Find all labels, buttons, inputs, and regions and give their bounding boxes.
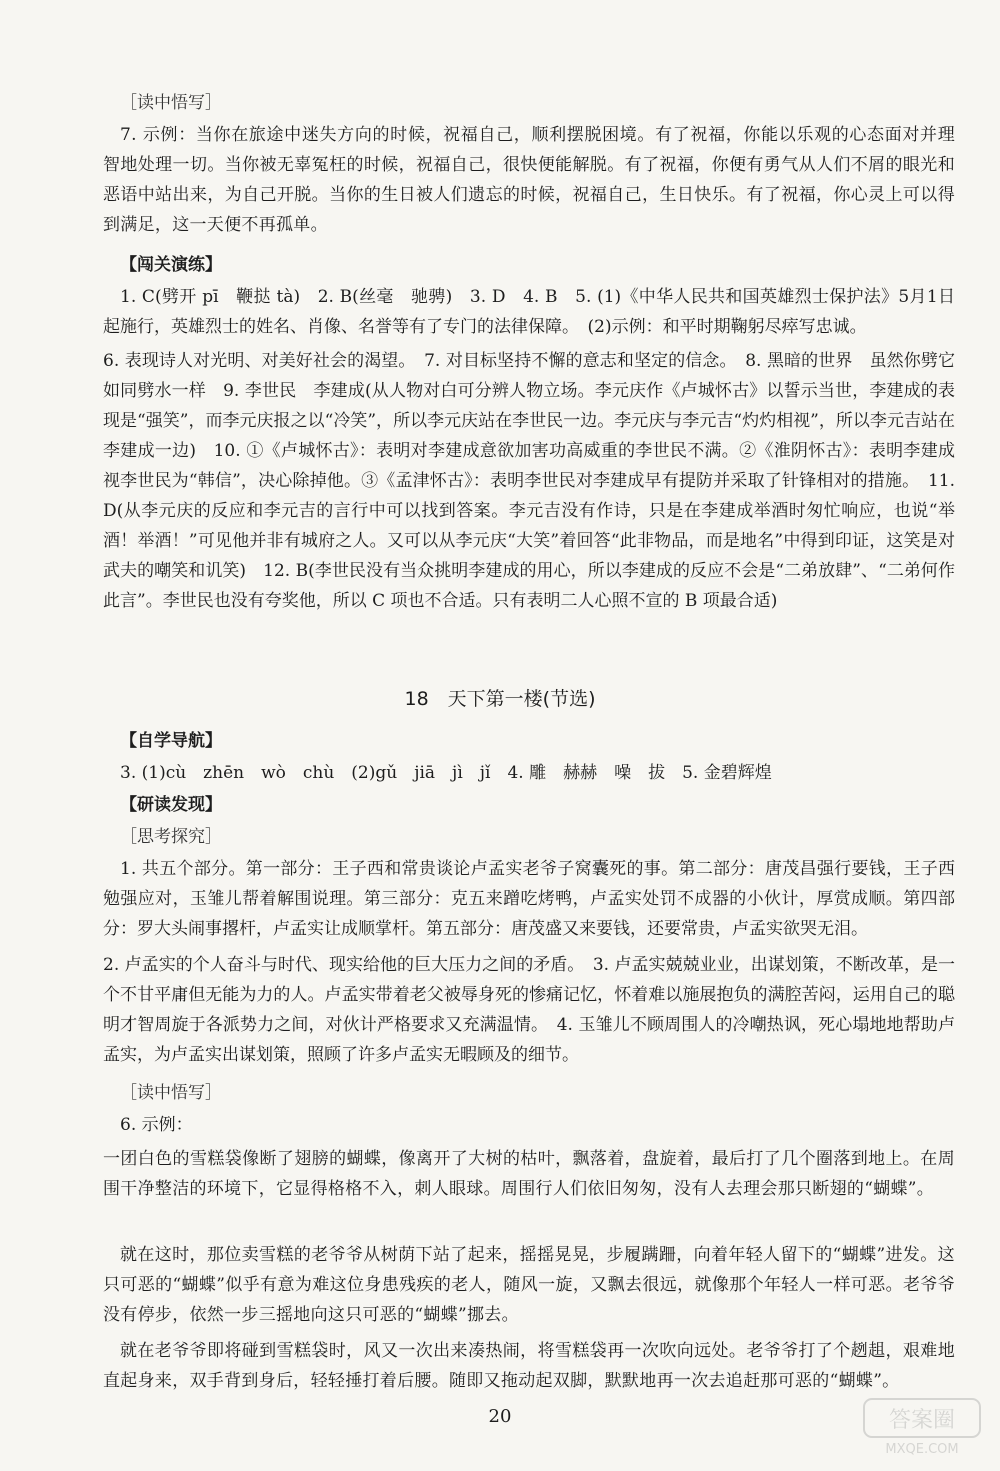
answers-6-12: 6. 表现诗人对光明、对美好社会的渴望。 7. 对目标坚持不懈的意志和坚定的信念。 8. 黑暗的世界 虽然你劈它如同劈水一样 9. 李世民 李建成(从人物对白可分辨人物立场。李元庆作《卢城怀古》以誓示当世，李建成的表现是“强笑”，而李元庆报之以“冷笑”，所以李元庆站在李世民一边。李元庆与李元吉“灼灼相视”，所以李元吉站在李建成一边) 10. ①《卢城怀古》：表明对李建成意欲加害功高威重的李世民不满。②《淮阴怀古》：表明李建成视李世民为“韩信”，决心除掉他。③《孟津怀古》：表明李世民对李建成早有提防并采取了针锋相对的措施。 11. D(从李元庆的反应和李元吉的言行中可以找到答案。李元吉没有作诗，只是在李建成举酒时匆忙响应，也说“举酒！举酒！”可见他并非有城府之人。又可以从李元庆“大笑”着回答“此非物品，而是地名”中得到印证，这笑是对武夫的嘲笑和讥笑) 12. B(李世民没有当众挑明李建成的用心，所以李建成的反应不会是“二弟放肆”、“二弟何作此言”。李世民也没有夸奖他，所以 C 项也不合适。只有表明二人心照不宣的 B 项最合适): [103, 351, 955, 611]
section-label-read-write: ［读中悟写］: [120, 93, 222, 113]
watermark-url: MXQE.COM: [885, 1442, 959, 1457]
essay-paragraph-2: 就在这时，那位卖雪糕的老爷爷从树荫下站了起来，摇摇晃晃，步履蹒跚，向着年轻人留下的“蝴蝶”进发。这只可恶的“蝴蝶”似乎有意为难这位身患残疾的老人，随风一旋，又飘去很远，就像那个年轻人一样可恶。老爷爷没有停步，依然一步三摇地向这只可恶的“蝴蝶”挪去。: [103, 1245, 955, 1325]
section-label-think: ［思考探究］: [120, 827, 222, 847]
section-heading-self-study: 【自学导航】: [120, 731, 222, 751]
page-number: 20: [488, 1406, 512, 1427]
answer-think-1: 1. 共五个部分。第一部分：王子西和常贵谈论卢孟实老爷子窝囊死的事。第二部分：唐茂昌强行要钱，王子西勉强应对，玉雏儿帮着解围说理。第三部分：克五来蹭吃烤鸭，卢孟实处罚不成器的小伙计，厚赏成顺。第四部分：罗大头闹事撂杆，卢孟实让成顺掌杆。第五部分：唐茂盛又来要钱，还要常贵，卢孟实欲哭无泪。: [103, 859, 955, 939]
answer-think-2-4: 2. 卢孟实的个人奋斗与时代、现实给他的巨大压力之间的矛盾。 3. 卢孟实兢兢业业，出谋划策，不断改革，是一个不甘平庸但无能为力的人。卢孟实带着老父被辱身死的惨痛记忆，怀着难以施展抱负的满腔苦闷，运用自己的聪明才智周旋于各派势力之间，对伙计严格要求又充满温情。 4. 玉雏儿不顾周围人的冷嘲热讽，死心塌地地帮助卢孟实，为卢孟实出谋划策，照顾了许多卢孟实无暇顾及的细节。: [103, 955, 955, 1065]
section-heading-practice: 【闯关演练】: [120, 255, 222, 275]
self-study-answers: 3. (1)cù zhēn wò chù (2)gǔ jiā jì jǐ 4. 雕 赫赫 噪 拔 5. 金碧辉煌: [120, 763, 772, 783]
answer-q7: 7. 示例：当你在旅途中迷失方向的时候，祝福自己，顺利摆脱困境。有了祝福，你能以乐观的心态面对并理智地处理一切。当你被无辜冤枉的时候，祝福自己，很快便能解脱。有了祝福，你便有勇气从人们不屑的眼光和恶语中站出来，为自己开脱。当你的生日被人们遗忘的时候，祝福自己，生日快乐。有了祝福，你心灵上可以得到满足，这一天便不再孤单。: [103, 125, 955, 235]
lesson-title: 18 天下第一楼(节选): [404, 688, 596, 710]
section-heading-research: 【研读发现】: [120, 795, 222, 815]
essay-paragraph-1: 一团白色的雪糕袋像断了翅膀的蝴蝶，像离开了大树的枯叶，飘落着，盘旋着，最后打了几个圈落到地上。在周围干净整洁的环境下，它显得格格不入，刺人眼球。周围行人们依旧匆匆，没有人去理会那只断翅的“蝴蝶”。: [103, 1149, 955, 1199]
section-label-read-write-2: ［读中悟写］: [120, 1083, 222, 1103]
answers-1-5: 1. C(劈开 pī 鞭挞 tà) 2. B(丝毫 驰骋) 3. D 4. B 5. (1)《中华人民共和国英雄烈士保护法》5月1日起施行，英雄烈士的姓名、肖像、名誉等有了专门的法律保障。 (2)示例：和平时期鞠躬尽瘁写忠诚。: [103, 287, 955, 337]
watermark-logo: [862, 1397, 982, 1457]
essay-paragraph-3: 就在老爷爷即将碰到雪糕袋时，风又一次出来凑热闹，将雪糕袋再一次吹向远处。老爷爷打了个趔趄，艰难地直起身来，双手背到身后，轻轻捶打着后腰。随即又拖动起双脚，默默地再一次去追赶那可恶的“蝴蝶”。: [103, 1341, 955, 1391]
watermark-text: 答案圈: [888, 1408, 956, 1433]
answer-q6-label: 6. 示例：: [120, 1115, 193, 1135]
